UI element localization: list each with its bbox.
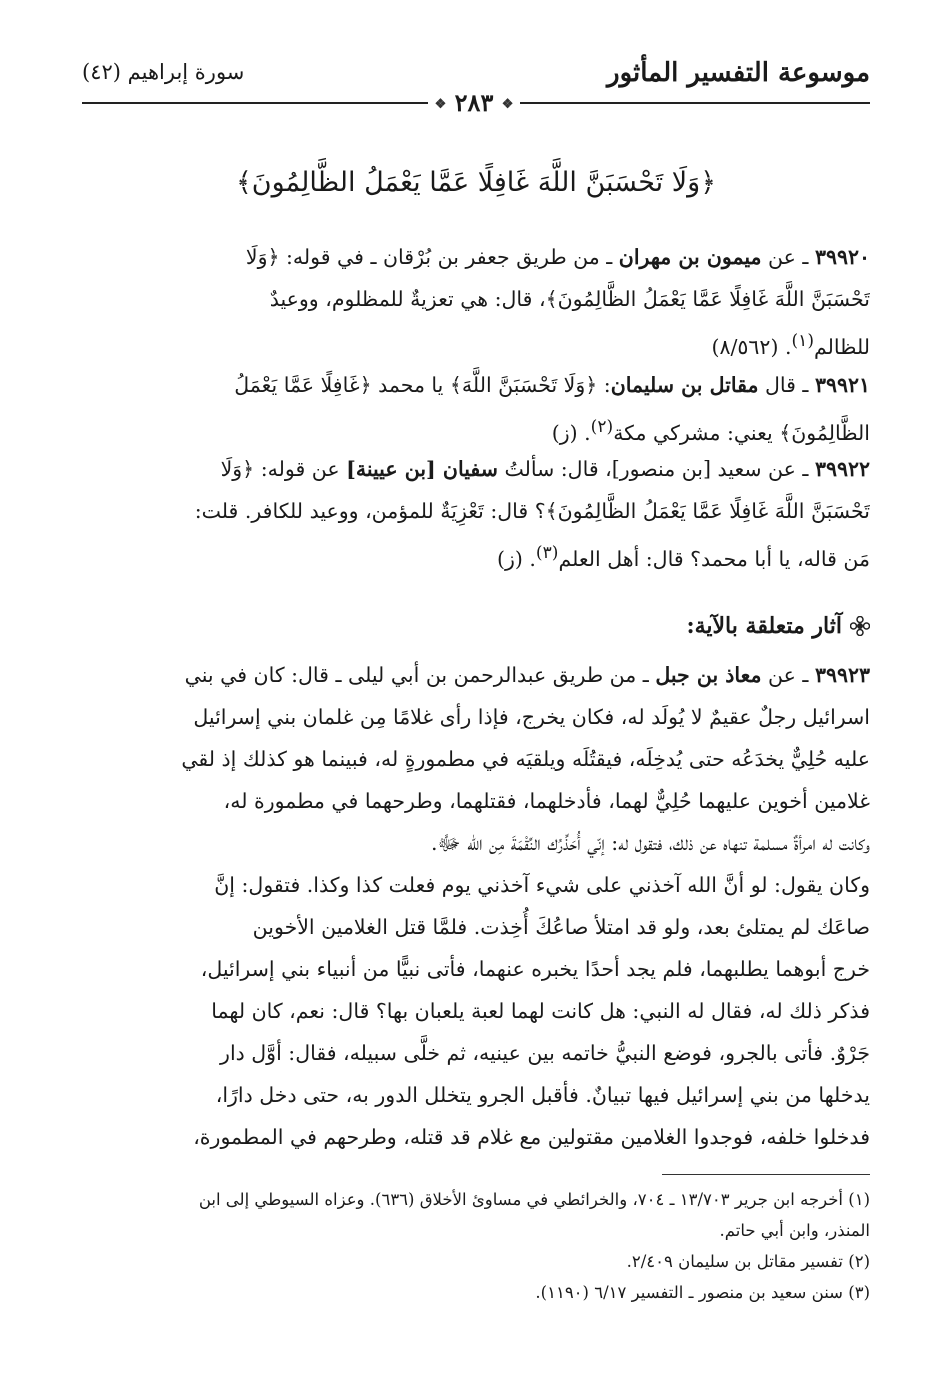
ornament-icon: ❖ xyxy=(501,97,514,112)
footnote-line: (٢) تفسير مقاتل بن سليمان ٢/٤٠٩. xyxy=(626,1252,870,1271)
entry-line: خرج أبوهما يطلبهما، فلم يجد أحدًا يخبره عنهما، فأتى نبيًّا من أنبياء بني إسرائيل، xyxy=(200,957,870,981)
entry-line: ٣٩٩٢٠ ـ عن ميمون بن مهران ـ من طريق جعفر بن بُرْقان ـ في قوله: ﴿وَلَا xyxy=(245,245,870,269)
narrator-name: مقاتل بن سليمان xyxy=(610,373,759,397)
footnote-line: المنذر، وابن أبي حاتم. xyxy=(719,1221,870,1240)
narrator-name: ميمون بن مهران xyxy=(618,245,762,269)
entry-line: للظالم$^{(١)}$. (٨/٥٦٢) xyxy=(711,331,870,359)
entry-line: تَحْسَبَنَّ اللَّهَ غَافِلًا عَمَّا يَعْمَلُ الظَّالِمُونَ﴾؟ قال: تَعْزِيَةٌ للمؤمن، ووعيد للكافر. قلت: xyxy=(194,499,870,523)
entry-number: ٣٩٩٢٢ xyxy=(814,457,870,481)
entry-line: صاعَك لم يمتلئ بعد، ولو قد امتلأ صاعُكَ أُخِذت. فلمَّا قتل الغلامين الأخوين xyxy=(252,915,870,939)
entry-number: ٣٩٩٢٠ xyxy=(814,245,870,269)
footnote-line: (١) أخرجه ابن جرير ١٣/٧٠٣ ـ ٧٠٤، والخرائطي في مساوئ الأخلاق (٦٣٦). وعزاه السيوطي إلى ابن xyxy=(198,1190,870,1209)
entry-line: وكان يقول: لو أنَّ الله آخذني على شيء آخذني يوم فعلت كذا وكذا. فتقول: إنَّ xyxy=(214,873,870,897)
entry-line: ٣٩٩٢٣ ـ عن معاذ بن جبل ـ من طريق عبدالرحمن بن أبي ليلى ـ قال: كان في بني xyxy=(184,663,870,687)
entry-line: فدخلوا خلفه، فوجدوا الغلامين مقتولين مع غلام قد قتله، وطرحهم في المطمورة، xyxy=(193,1125,870,1149)
footnote-ref[interactable]: (٢) xyxy=(590,417,614,437)
entry-line: مَن قاله، يا أبا محمد؟ قال: أهل العلم$^{(٣)}$. (ز) xyxy=(496,543,870,571)
entry-line: ٣٩٩٢١ ـ قال مقاتل بن سليمان: ﴿وَلَا تَحْسَبَنَّ اللَّهَ﴾ يا محمد ﴿غَافِلًا عَمَّا يَعْمَلُ xyxy=(234,373,870,397)
footnote-divider xyxy=(662,1174,870,1175)
verse-heading: ﴿وَلَا تَحْسَبَنَّ اللَّهَ غَافِلًا عَمَّا يَعْمَلُ الظَّالِمُونَ﴾ xyxy=(235,167,717,198)
entry-line: عليه حُلِيٌّ يخدَعُه حتى يُدخِلَه، فيقتُلَه ويلقيَه في مطمورةٍ له، فبينما هو كذلك إذ لقي xyxy=(181,747,870,771)
entry-line: الظَّالِمُونَ﴾ يعني: مشركي مكة$^{(٢)}$. (ز) xyxy=(551,417,870,445)
entry-line: جَرْوٌ. فأتى بالجرو، فوضع النبيُّ خاتمه بين عينيه، ثم خلَّى سبيله، فقال: أوَّل دار xyxy=(220,1041,870,1065)
entry-line: يدخلها من بني إسرائيل فيها تبيانٌ. فأقبل الجرو يتخلل الدور به، حتى دخل دارًا، xyxy=(215,1083,870,1107)
narration-entry xyxy=(82,654,870,1158)
flower-ornament-icon xyxy=(850,616,870,636)
entry-line: فذكر ذلك له، فقال له النبي: هل كانت لهما لعبة يلعبان بها؟ قال: نعم، كان لهما xyxy=(211,999,870,1023)
entry-line: غلامين أخوين عليهما حُلِيٌّ لهما، فأدخلهما، فقتلهما، وطرحهما في مطمورة له، xyxy=(223,789,870,813)
entry-line: وكانت له امرأةٌ مسلمة تنهاه عن ذلك، فتقول له: إنّي أُحَذِّرُك النِّقْمَةَ مِن الله ﷻ. xyxy=(430,831,870,855)
section-heading xyxy=(82,608,870,644)
footnote-ref[interactable]: (١) xyxy=(791,331,814,351)
narration-entry xyxy=(82,364,870,448)
entry-number: ٣٩٩٢١ xyxy=(814,373,870,397)
narrator-name: سفيان [بن عيينة] xyxy=(346,457,498,481)
entry-line: تَحْسَبَنَّ اللَّهَ غَافِلًا عَمَّا يَعْمَلُ الظَّالِمُونَ﴾، قال: هي تعزيةٌ للمظلوم، ووعيدٌ xyxy=(269,287,870,311)
entry-number: ٣٩٩٢٣ xyxy=(814,663,870,687)
section-heading-text: آثار متعلقة بالآية: xyxy=(686,613,842,639)
narrator-name: معاذ بن جبل xyxy=(655,663,762,687)
narration-entry xyxy=(82,448,870,574)
surah-label: سورة إبراهيم (٤٢) xyxy=(82,60,245,84)
entry-line: ٣٩٩٢٢ ـ عن سعيد [بن منصور]، قال: سألتُ سفيان [بن عيينة] عن قوله: ﴿وَلَا xyxy=(220,457,870,481)
footnote-ref[interactable]: (٣) xyxy=(535,543,559,563)
footnote-line: (٣) سنن سعيد بن منصور ـ التفسير ٦/١٧ (١١٩٠). xyxy=(535,1283,870,1302)
page-number-value: ٢٨٣ xyxy=(454,88,494,117)
book-title: موسوعة التفسير المأثور xyxy=(607,58,870,88)
page-number xyxy=(428,88,520,117)
ornament-icon: ❖ xyxy=(434,97,447,112)
footnotes xyxy=(82,1184,870,1308)
narration-entry xyxy=(82,236,870,362)
entry-line: اسرائيل رجلٌ عقيمٌ لا يُولَد له، فكان يخرج، فإذا رأى غلامًا مِن غلمان بني إسرائيل xyxy=(193,705,870,729)
